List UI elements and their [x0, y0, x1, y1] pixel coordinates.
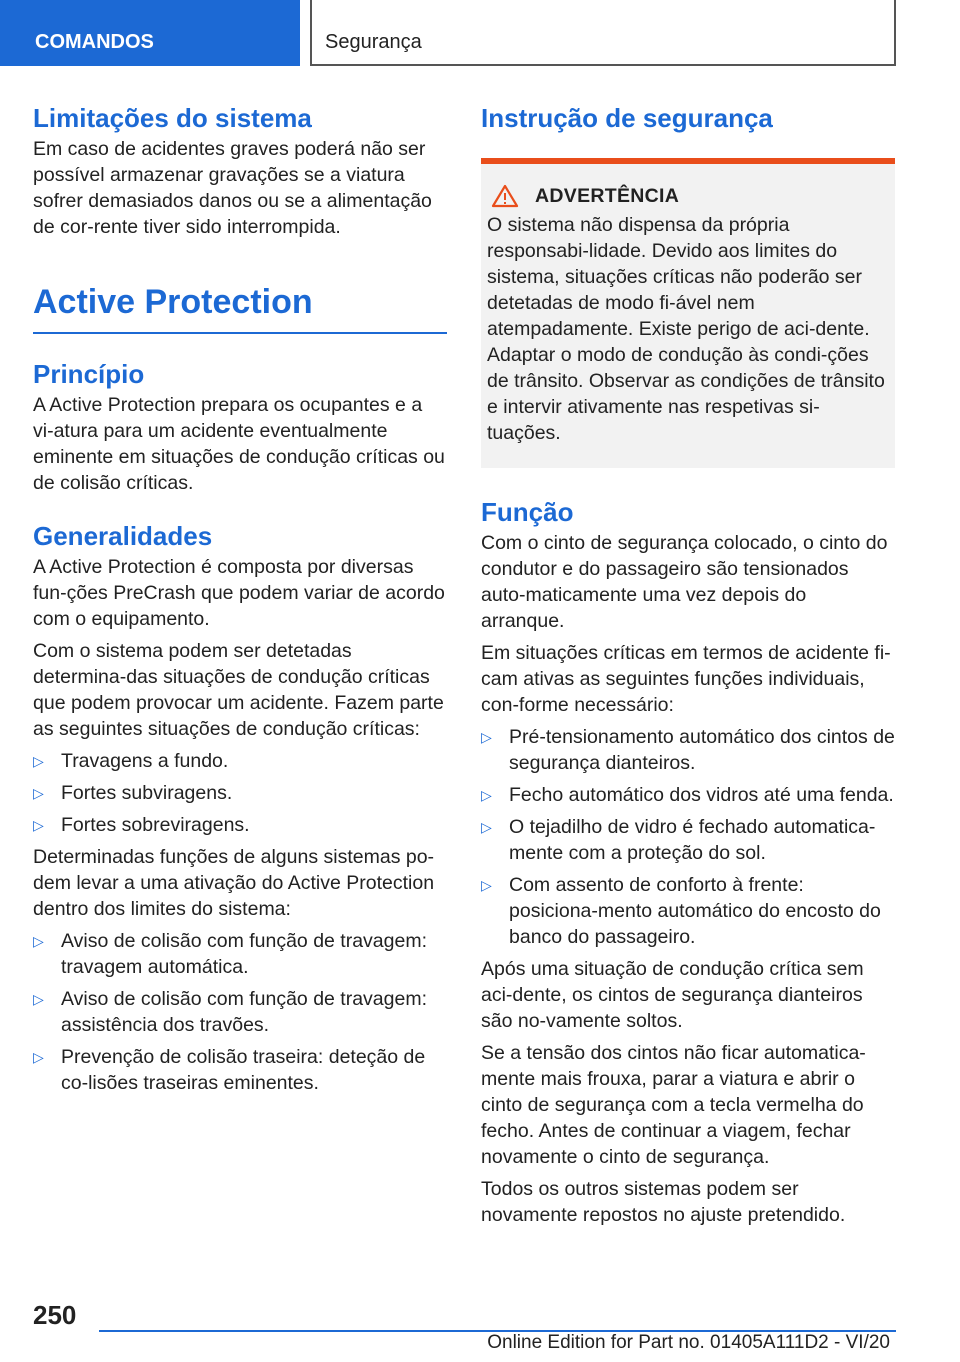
triangle-bullet-icon: ▷: [33, 753, 44, 769]
list-item: ▷ Fecho automático dos vidros até uma fenda.: [481, 784, 894, 806]
heading-funcao: Função: [481, 497, 574, 527]
list-item: ▷ Fortes subviragens.: [33, 782, 233, 804]
principio-text: A Active Protection prepara os ocupantes e a vi-atura para um acidente eventualmente eminente em situações de condução críticas ou de colisão críticas.: [33, 394, 445, 494]
triangle-bullet-icon: ▷: [481, 819, 492, 835]
warning-box: [481, 158, 895, 468]
triangle-bullet-icon: ▷: [481, 729, 492, 745]
triangle-bullet-icon: ▷: [481, 787, 492, 803]
heading-active-protection: Active Protection: [33, 283, 313, 321]
title-divider: [33, 332, 447, 334]
list-item: ▷ Fortes sobreviragens.: [33, 814, 250, 836]
funcao-p2: Em situações críticas em termos de acidente fi-cam ativas as seguintes funções individuais, con-forme necessário:: [481, 642, 891, 716]
list-item: ▷ Aviso de colisão com função de travagem: travagem automática.: [33, 930, 428, 978]
triangle-bullet-icon: ▷: [33, 1049, 44, 1065]
generalidades-p2: Com o sistema podem ser detetadas determina-das situações de condução críticas que podem provocar um acidente. Fazem parte as seguintes situações de condução críticas:: [33, 640, 444, 740]
warning-header: [487, 184, 887, 208]
warning-title: ADVERTÊNCIA: [535, 184, 680, 207]
warning-triangle-icon: [491, 184, 519, 208]
right-column: [481, 100, 895, 1228]
heading-principio: Princípio: [33, 359, 145, 389]
heading-generalidades: Generalidades: [33, 521, 213, 551]
critical-situations-list: [33, 748, 447, 838]
triangle-bullet-icon: ▷: [33, 991, 44, 1007]
list-item: ▷ Prevenção de colisão traseira: deteção de co-lisões traseiras eminentes.: [33, 1046, 426, 1094]
heading-instrucao: Instrução de segurança: [481, 103, 773, 133]
page-number: 250: [33, 1300, 77, 1330]
section-title: Segurança: [310, 0, 896, 66]
list-item: ▷ Aviso de colisão com função de travagem: assistência dos travões.: [33, 988, 428, 1036]
list-item: ▷ Travagens a fundo.: [33, 750, 229, 772]
triangle-bullet-icon: ▷: [33, 785, 44, 801]
individual-functions-list: [481, 724, 895, 950]
left-column: [33, 100, 447, 1096]
list-item: ▷ O tejadilho de vidro é fechado automatica-mente com a proteção do sol.: [481, 816, 876, 864]
triangle-bullet-icon: ▷: [33, 817, 44, 833]
edition-note: Online Edition for Part no. 01405A111D2 - VI/20: [487, 1332, 890, 1353]
funcao-p4: Se a tensão dos cintos não ficar automatica-mente mais frouxa, parar a viatura e abrir o cinto de segurança com a tecla vermelha do fecho. Antes de continuar a viagem, fechar novamente o cinto de segurança.: [481, 1042, 866, 1168]
system-functions-list: [33, 928, 447, 1096]
chapter-tab: COMANDOS: [0, 0, 300, 66]
triangle-bullet-icon: ▷: [481, 877, 492, 893]
list-item: ▷ Pré-tensionamento automático dos cintos de segurança dianteiros.: [481, 726, 895, 774]
funcao-p5: Todos os outros sistemas podem ser novamente repostos no ajuste pretendido.: [481, 1178, 846, 1226]
funcao-p3: Após uma situação de condução crítica sem aci-dente, os cintos de segurança dianteiros são no-vamente soltos.: [481, 958, 864, 1032]
funcao-p1: Com o cinto de segurança colocado, o cinto do condutor e do passageiro são tensionados auto-maticamente uma vez depois do arranque.: [481, 532, 888, 632]
warning-text: O sistema não dispensa da própria responsabi-lidade. Devido aos limites do sistema, situações críticas não poderão ser detetadas de modo fi-ável nem atempadamente. Existe perigo de aci-dente. Adaptar o modo de condução às condi-ções de trânsito. Observar as condições de trânsito e intervir ativamente nas respetivas si-tuações.: [487, 214, 885, 444]
heading-limitacoes: Limitações do sistema: [33, 103, 312, 133]
generalidades-p3: Determinadas funções de alguns sistemas po-dem levar a uma ativação do Active Protection dentro dos limites do sistema:: [33, 846, 435, 920]
limitacoes-text: Em caso de acidentes graves poderá não ser possível armazenar gravações se a viatura sofrer demasiados danos ou se a alimentação de cor-rente tiver sido interrompida.: [33, 138, 432, 238]
triangle-bullet-icon: ▷: [33, 933, 44, 949]
list-item: ▷ Com assento de conforto à frente: posiciona-mento automático do encosto do banco do passageiro.: [481, 874, 881, 948]
generalidades-p1: A Active Protection é composta por diversas fun-ções PreCrash que podem variar de acordo com o equipamento.: [33, 556, 445, 630]
